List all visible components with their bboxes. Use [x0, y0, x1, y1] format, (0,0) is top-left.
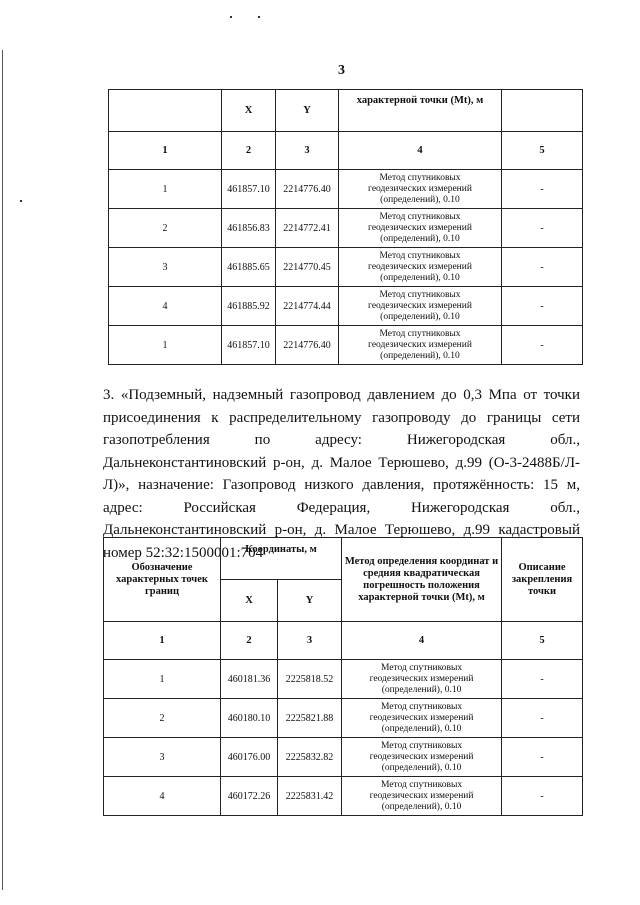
column-number: 5	[502, 622, 583, 660]
scan-speck	[230, 16, 232, 18]
coordinates-table-2	[103, 537, 583, 816]
description-value: -	[502, 660, 583, 699]
x-value: 460181.36	[221, 660, 278, 699]
description-value: -	[502, 170, 583, 209]
description-value: -	[502, 326, 583, 365]
table-row	[109, 287, 583, 326]
x-value: 461885.65	[222, 248, 276, 287]
scan-border-left	[2, 50, 3, 890]
column-number: 1	[104, 622, 221, 660]
column-number: 4	[339, 132, 502, 170]
point-id: 1	[104, 660, 221, 699]
header-coordinates: Координаты, м	[221, 538, 342, 580]
point-id: 4	[104, 777, 221, 816]
y-value: 2214776.40	[276, 326, 339, 365]
y-value: 2225818.52	[278, 660, 342, 699]
x-value: 460172.26	[221, 777, 278, 816]
x-value: 461856.83	[222, 209, 276, 248]
point-id: 1	[109, 170, 222, 209]
point-id: 2	[109, 209, 222, 248]
coordinates-table-1	[108, 89, 583, 365]
x-value: 461857.10	[222, 170, 276, 209]
method-cell: Метод спутниковых геодезических измерений (определений), 0.10	[339, 287, 502, 326]
y-value: 2225831.42	[278, 777, 342, 816]
header-x: X	[221, 580, 278, 622]
y-value: 2214776.40	[276, 170, 339, 209]
y-value: 2214770.45	[276, 248, 339, 287]
description-value: -	[502, 777, 583, 816]
column-number: 5	[502, 132, 583, 170]
y-value: 2225832.82	[278, 738, 342, 777]
y-value: 2225821.88	[278, 699, 342, 738]
description-value: -	[502, 738, 583, 777]
table-row	[104, 738, 583, 777]
method-cell: Метод спутниковых геодезических измерений (определений), 0.10	[339, 170, 502, 209]
method-cell: Метод спутниковых геодезических измерений (определений), 0.10	[342, 738, 502, 777]
table-row	[109, 209, 583, 248]
point-id: 3	[109, 248, 222, 287]
description-value: -	[502, 699, 583, 738]
scan-speck	[20, 200, 22, 202]
description-value: -	[502, 287, 583, 326]
table-row	[109, 326, 583, 365]
table-row	[104, 777, 583, 816]
column-number: 2	[221, 622, 278, 660]
paragraph-text: 3. «Подземный, надземный газопровод давлением до 0,3 Мпа от точки присоединения к распределительному газопроводу до границы сети газопотребления по адресу: Нижегородская обл., Дальнеконстантиновский р-он, д. Малое Терюшево, д.99 (О-3-2488Б/Л-Л)», назначение: Газопровод низкого давления, протяжённость: 15 м, адрес: Российская Федерация, Нижегородская обл., Дальнеконстантиновский р-он, д. Малое Терюшево, д.99 кадастровый номер 52:32:1500001:704	[103, 387, 580, 561]
method-cell: Метод спутниковых геодезических измерений (определений), 0.10	[342, 660, 502, 699]
y-value: 2214774.44	[276, 287, 339, 326]
column-number: 3	[276, 132, 339, 170]
x-value: 460176.00	[221, 738, 278, 777]
method-cell: Метод спутниковых геодезических измерений (определений), 0.10	[342, 699, 502, 738]
page-number: 3	[338, 63, 345, 78]
x-value: 460180.10	[221, 699, 278, 738]
table-row	[104, 660, 583, 699]
column-numbers-row	[109, 132, 583, 170]
point-id: 4	[109, 287, 222, 326]
method-cell: Метод спутниковых геодезических измерений (определений), 0.10	[339, 326, 502, 365]
header-method-partial: характерной точки (Mt), м	[339, 90, 502, 132]
method-cell: Метод спутниковых геодезических измерений (определений), 0.10	[339, 209, 502, 248]
description-value: -	[502, 209, 583, 248]
column-numbers-row	[104, 622, 583, 660]
column-number: 2	[222, 132, 276, 170]
point-id: 1	[109, 326, 222, 365]
header-description: Описание закрепления точки	[502, 538, 583, 622]
header-y: Y	[278, 580, 342, 622]
scan-speck	[258, 16, 260, 18]
header-method: Метод определения координат и средняя квадратическая погрешность положения характерной точки (Mt), м	[342, 538, 502, 622]
header-x: X	[222, 90, 276, 132]
column-number: 1	[109, 132, 222, 170]
column-number: 3	[278, 622, 342, 660]
description-value: -	[502, 248, 583, 287]
method-cell: Метод спутниковых геодезических измерений (определений), 0.10	[339, 248, 502, 287]
header-desc-cell	[502, 90, 583, 132]
point-id: 2	[104, 699, 221, 738]
method-cell: Метод спутниковых геодезических измерений (определений), 0.10	[342, 777, 502, 816]
x-value: 461885.92	[222, 287, 276, 326]
y-value: 2214772.41	[276, 209, 339, 248]
table-row	[109, 170, 583, 209]
table-row	[109, 248, 583, 287]
header-point-designation: Обозначение характерных точек границ	[104, 538, 221, 622]
column-number: 4	[342, 622, 502, 660]
x-value: 461857.10	[222, 326, 276, 365]
header-y: Y	[276, 90, 339, 132]
table-row	[104, 699, 583, 738]
point-id: 3	[104, 738, 221, 777]
header-point-cell	[109, 90, 222, 132]
